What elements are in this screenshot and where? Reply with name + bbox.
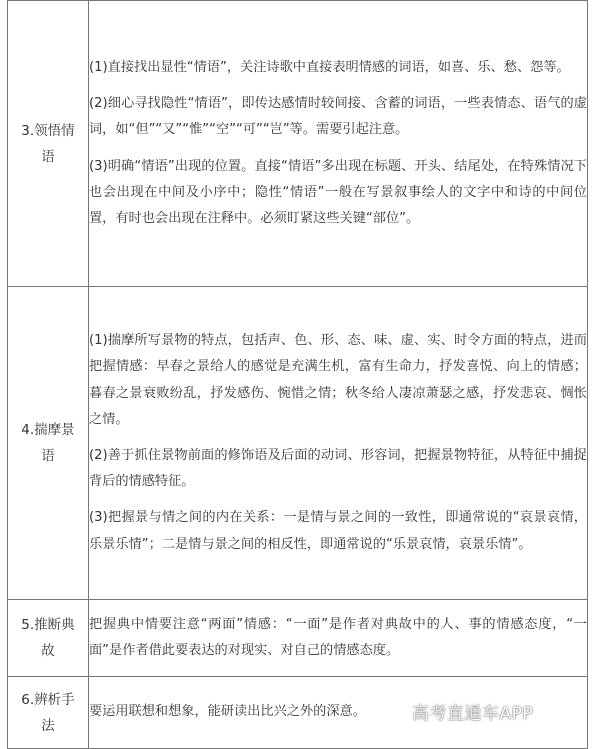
paragraph: (3)把握景与情之间的内在关系：一是情与景之间的一致性，即通常说的“哀景哀情，乐景乐情”；二是情与景之间的相反性，即通常说的“乐景哀情，哀景乐情”。 — [89, 510, 587, 552]
row-label-cell — [8, 677, 89, 749]
paragraph: (2)善于抓住景物前面的修饰语及后面的动词、形容词，把握景物特征，从特征中捕捉背后的情感特征。 — [89, 448, 587, 490]
table-row — [8, 1, 588, 287]
paragraph: 把握典中情要注意“两面”情感：“一面”是作者对典故中的人、事的情感态度，“一面”是作者借此要表达的对现实、对自己的情感态度。 — [89, 616, 587, 658]
table-row — [8, 287, 588, 600]
paragraph: 要运用联想和想象，能研读出比兴之外的深意。 — [89, 704, 366, 720]
row-label: 6.辨析手法 — [21, 691, 75, 734]
row-label-cell — [8, 600, 89, 677]
paragraph: (3)明确“情语”出现的位置。直接“情语”多出现在标题、开头、结尾处，在特殊情况下也会出现在中间及小序中；隐性“情语”一般在写景叙事绘人的文字中和诗的中间位置，有时也会出现在注释中。必须盯紧这些关键“部位”。 — [89, 158, 587, 226]
row-content-cell — [89, 287, 588, 600]
row-label-cell — [8, 1, 89, 287]
row-content-cell — [89, 1, 588, 287]
row-label: 4.揣摩景语 — [21, 422, 75, 464]
row-label: 5.推断典故 — [21, 617, 75, 659]
paragraph: (2)细心寻找隐性“情语”，即传达感情时较间接、含蓄的词语，一些表情态、语气的虚词，如“但”“又”“惟”“空”“可”“岂”等。需要引起注意。 — [89, 96, 587, 138]
table-row — [8, 600, 588, 677]
paragraph: (1)直接找出显性“情语”，关注诗歌中直接表明情感的词语，如喜、乐、愁、怨等。 — [89, 59, 570, 75]
guide-table — [7, 0, 588, 749]
row-content-cell — [89, 600, 588, 677]
paragraph: (1)揣摩所写景物的特点，包括声、色、形、态、味、虚、实、时令方面的特点，进而把握情感：早春之景给人的感觉是充满生机，富有生命力，抒发喜悦、向上的情感；暮春之景衰败纷乱，抒发感伤、惋惜之情；秋冬给人凄凉萧瑟之感，抒发悲哀、惆怅之情。 — [89, 333, 587, 427]
row-label-cell — [8, 287, 89, 600]
row-label: 3.领悟情语 — [21, 122, 75, 165]
watermark: 高考直通车APP — [412, 704, 534, 724]
